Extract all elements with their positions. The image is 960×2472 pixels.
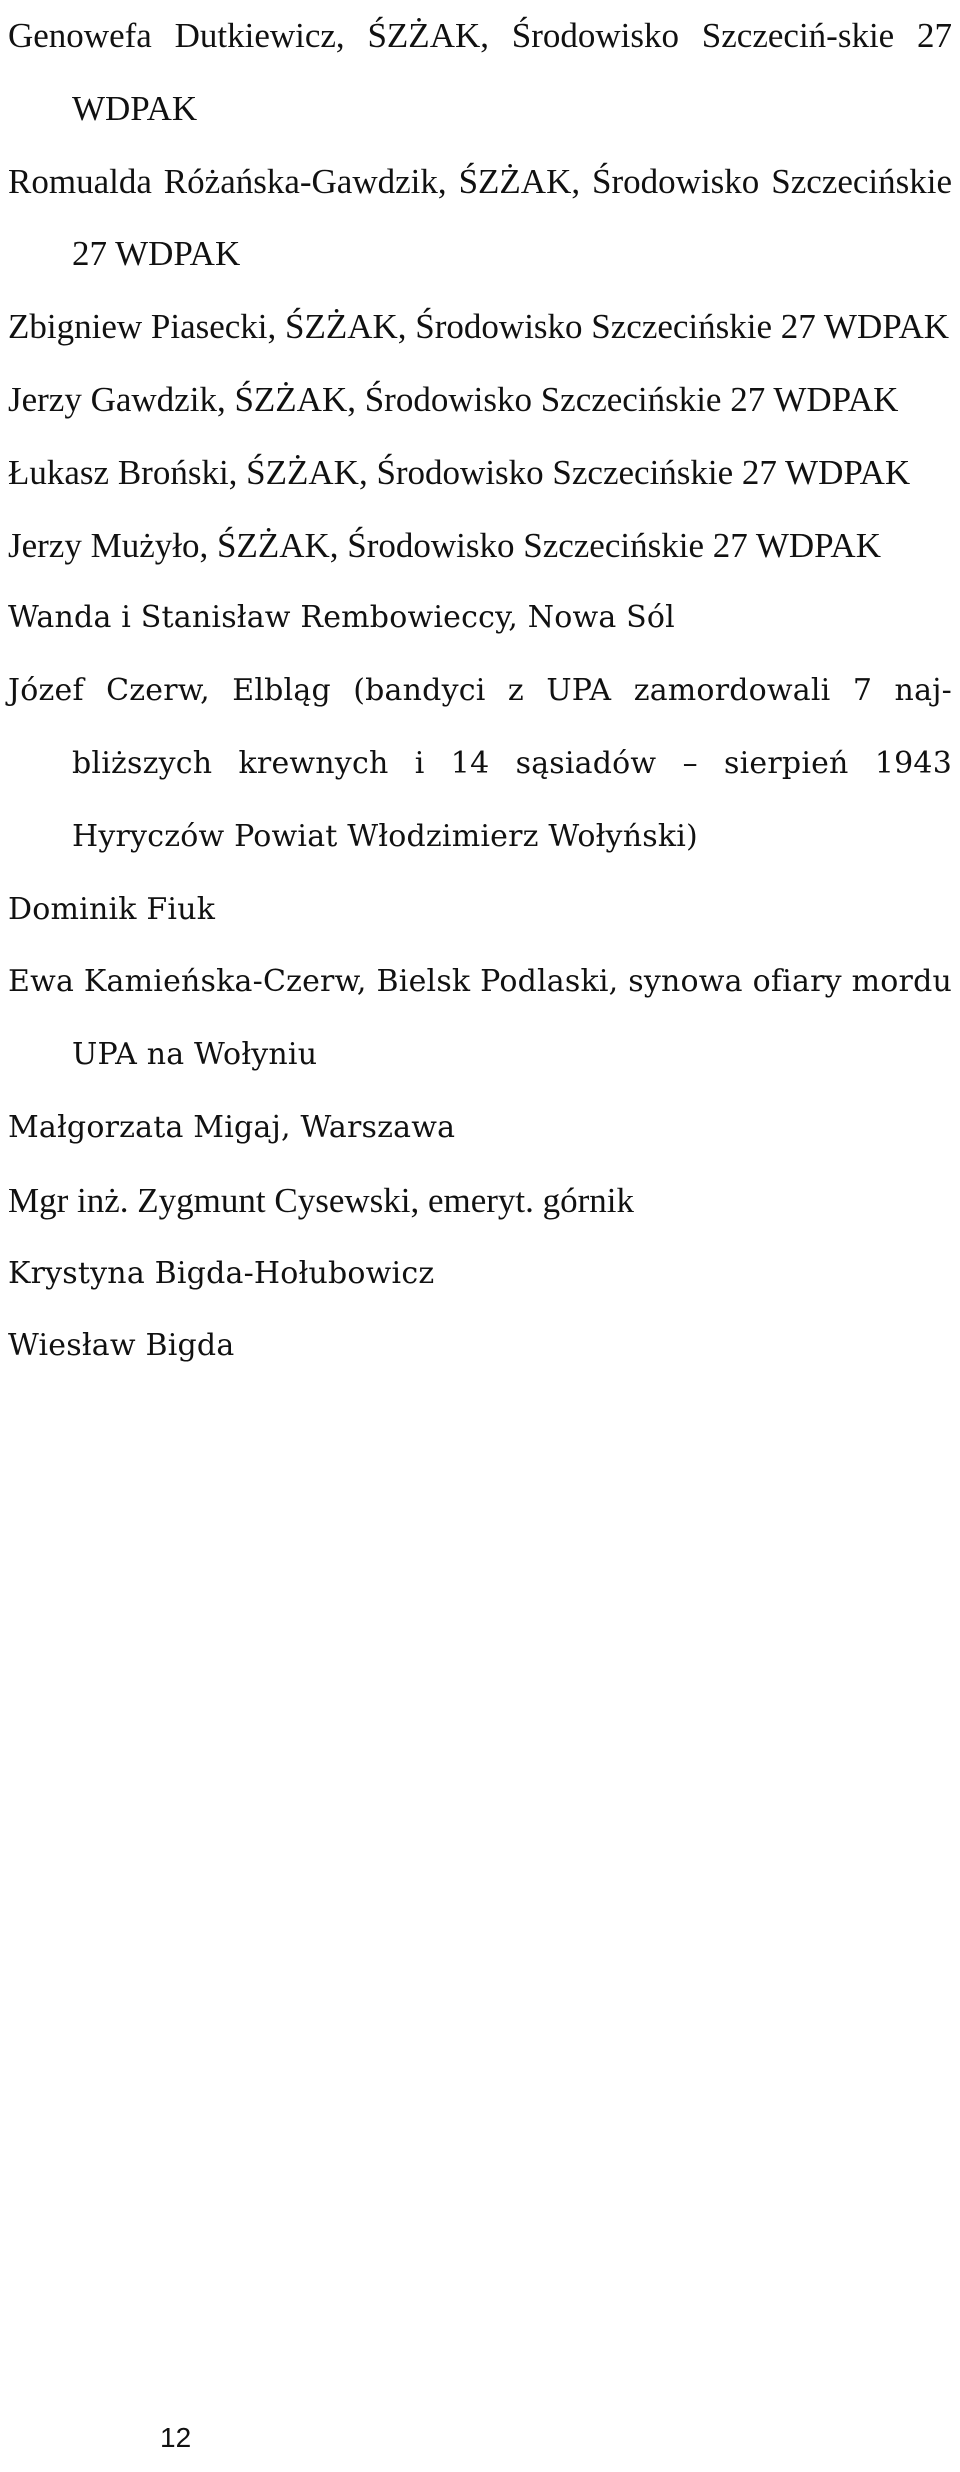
list-item: Jerzy Mużyło, ŚZŻAK, Środowisko Szczecińskie 27 WDPAK bbox=[8, 525, 881, 565]
list-item: Krystyna Bigda-Hołubowicz bbox=[8, 1255, 435, 1291]
list-item: Józef Czerw, Elbląg (bandyci z UPA zamordowali 7 naj-bliższych krewnych i 14 sąsiadów – sierpień 1943 Hyryczów Powiat Włodzimierz Wołyński) bbox=[8, 673, 952, 854]
entry-list bbox=[8, 0, 952, 1383]
page-number: 12 bbox=[160, 2422, 192, 2453]
list-item: Mgr inż. Zygmunt Cysewski, emeryt. górnik bbox=[8, 1180, 635, 1220]
list-item: Wanda i Stanisław Rembowieccy, Nowa Sól bbox=[8, 600, 675, 636]
list-item: Ewa Kamieńska-Czerw, Bielsk Podlaski, synowa ofiary mordu UPA na Wołyniu bbox=[8, 964, 952, 1073]
list-item: Łukasz Broński, ŚZŻAK, Środowisko Szczecińskie 27 WDPAK bbox=[8, 452, 911, 492]
list-item: Jerzy Gawdzik, ŚZŻAK, Środowisko Szczecińskie 27 WDPAK bbox=[8, 379, 899, 419]
list-item: Romualda Różańska-Gawdzik, ŚZŻAK, Środowisko Szczecińskie 27 WDPAK bbox=[8, 161, 952, 274]
list-item: Zbigniew Piasecki, ŚZŻAK, Środowisko Szczecińskie 27 WDPAK bbox=[8, 307, 950, 347]
list-item: Małgorzata Migaj, Warszawa bbox=[8, 1109, 456, 1145]
list-item: Dominik Fiuk bbox=[8, 891, 216, 927]
list-item: Wiesław Bigda bbox=[8, 1328, 235, 1364]
list-item: Genowefa Dutkiewicz, ŚZŻAK, Środowisko Szczeciń-skie 27 WDPAK bbox=[8, 16, 952, 128]
